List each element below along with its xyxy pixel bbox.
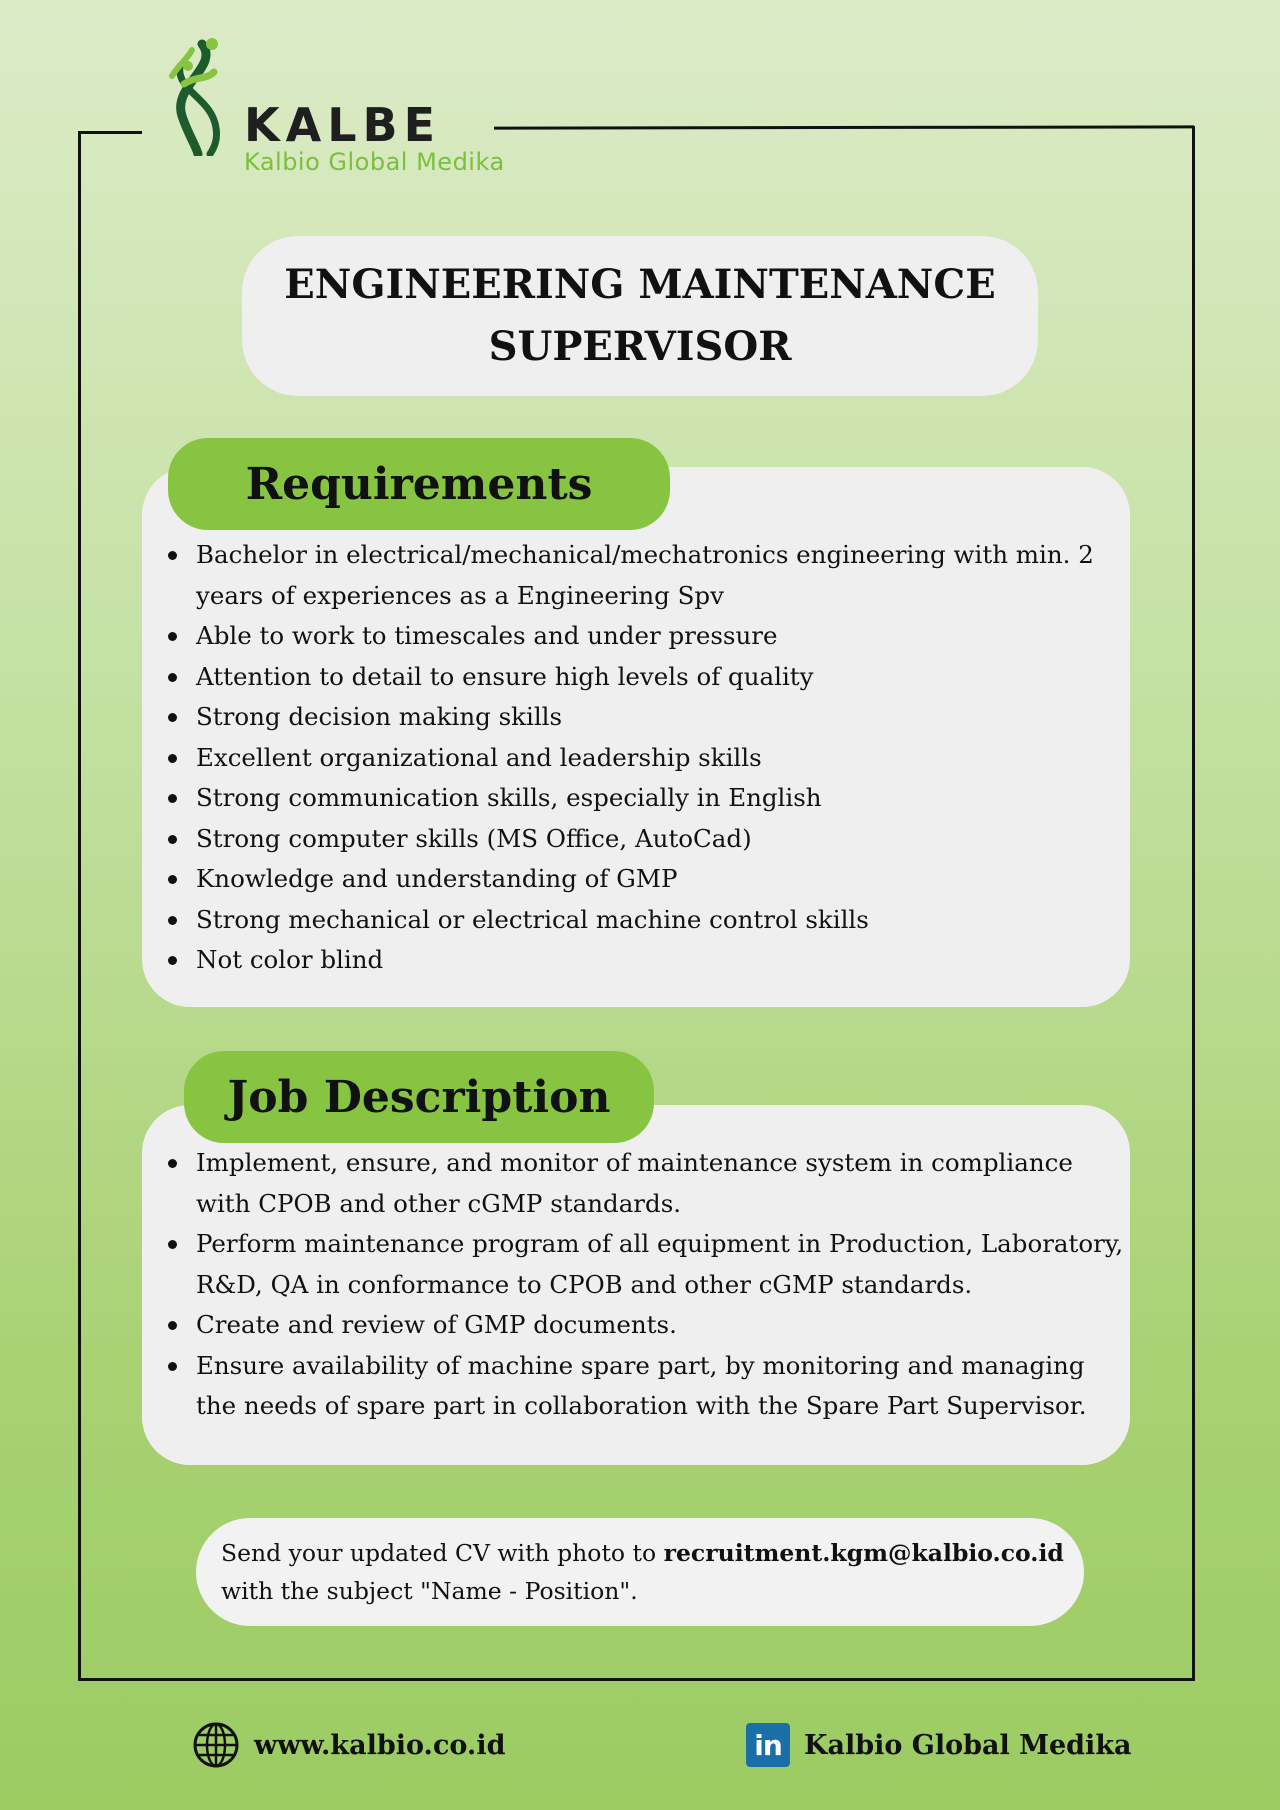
job-description-list — [168, 1143, 1128, 1427]
brand-name: KALBE — [244, 98, 442, 152]
frame-line-top-right — [494, 125, 1194, 129]
requirements-heading: Requirements — [168, 438, 670, 530]
list-item: Strong mechanical or electrical machine control skills — [168, 900, 1138, 941]
job-title-line-2: SUPERVISOR — [488, 323, 792, 370]
list-item: Strong communication skills, especially in English — [168, 778, 1138, 819]
list-item: Able to work to timescales and under pressure — [168, 616, 1138, 657]
requirements-list — [168, 535, 1138, 981]
frame-line-left — [78, 131, 81, 1681]
footer-website[interactable] — [192, 1720, 505, 1770]
list-item: Excellent organizational and leadership skills — [168, 738, 1138, 779]
list-item: Ensure availability of machine spare part, by monitoring and managing the needs of spare part in collaboration with the Spare Part Supervisor. — [168, 1346, 1128, 1427]
application-instructions-box — [196, 1518, 1084, 1626]
company-logo — [162, 36, 562, 186]
list-item: Bachelor in electrical/mechanical/mechatronics engineering with min. 2 years of experiences as a Engineering Spv — [168, 535, 1138, 616]
list-item: Not color blind — [168, 940, 1138, 981]
list-item: Knowledge and understanding of GMP — [168, 859, 1138, 900]
list-item: Attention to detail to ensure high levels of quality — [168, 657, 1138, 698]
kalbe-logo-mark-icon — [162, 36, 232, 156]
application-instructions — [221, 1534, 1071, 1610]
list-item: Perform maintenance program of all equipment in Production, Laboratory, R&D, QA in conformance to CPOB and other cGMP standards. — [168, 1224, 1128, 1305]
recruitment-email-link[interactable]: recruitment.kgm@kalbio.co.id — [663, 1539, 1064, 1567]
job-title — [280, 254, 1000, 378]
list-item: Implement, ensure, and monitor of maintenance system in compliance with CPOB and other cGMP standards. — [168, 1143, 1128, 1224]
list-item: Create and review of GMP documents. — [168, 1305, 1128, 1346]
linkedin-icon: in — [746, 1723, 790, 1767]
cta-prefix: Send your updated CV with photo to — [221, 1539, 657, 1567]
frame-line-bottom — [78, 1678, 1195, 1681]
cta-suffix: with the subject "Name - Position". — [221, 1577, 638, 1605]
job-title-line-1: ENGINEERING MAINTENANCE — [284, 261, 996, 308]
frame-line-top-left — [78, 131, 142, 134]
job-description-heading: Job Description — [184, 1051, 654, 1143]
job-title-box — [242, 236, 1038, 396]
linkedin-link[interactable]: Kalbio Global Medika — [804, 1729, 1132, 1761]
brand-subtitle: Kalbio Global Medika — [244, 148, 505, 176]
list-item: Strong decision making skills — [168, 697, 1138, 738]
website-link[interactable]: www.kalbio.co.id — [254, 1729, 506, 1761]
globe-icon — [192, 1721, 240, 1769]
list-item: Strong computer skills (MS Office, AutoCad) — [168, 819, 1138, 860]
footer-linkedin[interactable] — [746, 1720, 1132, 1770]
frame-line-right — [1192, 126, 1195, 1680]
